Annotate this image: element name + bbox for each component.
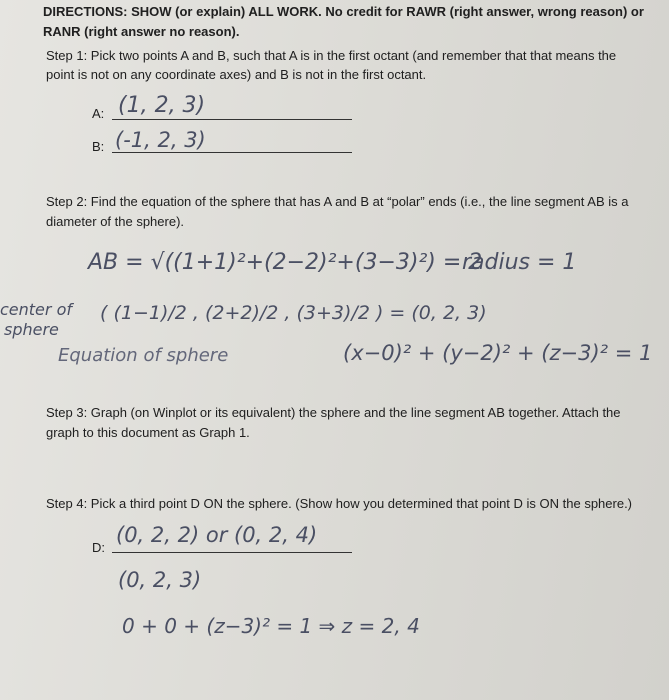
step3-line-1: Step 3: Graph (on Winplot or its equivalent) the sphere and the line segment AB together. Attach the: [46, 405, 621, 420]
directions-line-1: DIRECTIONS: SHOW (or explain) ALL WORK. No credit for RAWR (right answer, wrong reason) or: [43, 4, 644, 19]
step3-line-2: graph to this document as Graph 1.: [46, 425, 250, 440]
step4-work-solve: 0 + 0 + (z−3)² = 1 ⇒ z = 2, 4: [122, 614, 420, 638]
point-b-answer-line: [112, 152, 352, 153]
step4-line-1: Step 4: Pick a third point D ON the sphere. (Show how you determined that point D is ON the sphere.): [46, 496, 633, 511]
directions-line-2: RANR (right answer no reason).: [43, 24, 240, 39]
ab-distance-work: AB = √((1+1)²+(2−2)²+(3−3)²) = 2: [88, 250, 483, 275]
step1-line-1: Step 1: Pick two points A and B, such that A is in the first octant (and remember that that means the: [46, 48, 617, 63]
center-work: ( (1−1)/2 , (2+2)/2 , (3+3)/2 ) = (0, 2, 3): [100, 302, 487, 324]
step4-work-point: (0, 2, 3): [118, 568, 202, 592]
radius-work: radius = 1: [462, 250, 577, 275]
point-a-label: A:: [92, 106, 105, 121]
point-a-handwritten: (1, 2, 3): [118, 93, 206, 118]
sphere-equation: (x−0)² + (y−2)² + (z−3)² = 1: [343, 341, 653, 365]
point-d-handwritten: (0, 2, 2) or (0, 2, 4): [116, 523, 318, 547]
point-b-label: B:: [92, 139, 105, 154]
step2-line-2: diameter of the sphere).: [46, 214, 185, 229]
point-d-label: D:: [92, 540, 105, 555]
center-label-2: sphere: [4, 320, 59, 339]
step1-line-2: point is not on any coordinate axes) and B is not in the first octant.: [46, 67, 427, 82]
point-a-answer-line: [112, 119, 352, 120]
center-label-1: center of: [0, 300, 72, 319]
equation-label: Equation of sphere: [58, 345, 229, 366]
step2-line-1: Step 2: Find the equation of the sphere that has A and B at “polar” ends (i.e., the line segment AB is a: [46, 194, 629, 209]
point-d-answer-line: [112, 552, 352, 553]
point-b-handwritten: (-1, 2, 3): [115, 128, 206, 152]
